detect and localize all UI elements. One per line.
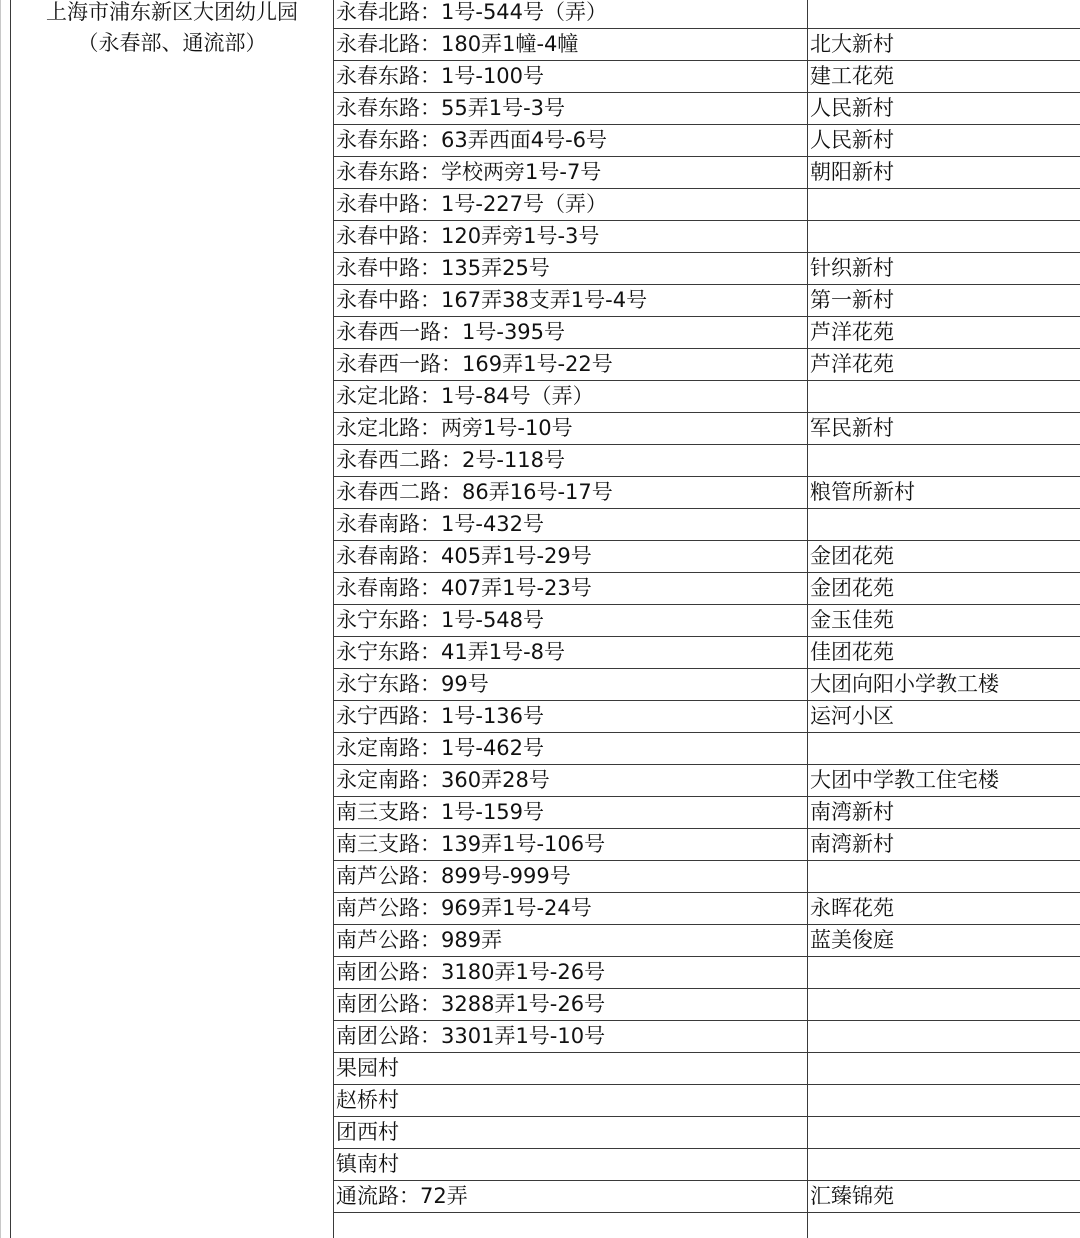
address-cell[interactable]: 永春南路：405弄1号-29号 (334, 541, 808, 573)
community-cell[interactable]: 北大新村 (808, 29, 1080, 61)
community-cell[interactable]: 针织新村 (808, 253, 1080, 285)
community-cell[interactable] (808, 1021, 1080, 1053)
address-cell[interactable]: 南芦公路：969弄1号-24号 (334, 893, 808, 925)
community-cell[interactable] (808, 1053, 1080, 1085)
address-cell[interactable]: 镇南村 (334, 1149, 808, 1181)
community-cell[interactable] (808, 221, 1080, 253)
address-cell[interactable]: 永春西二路：86弄16号-17号 (334, 477, 808, 509)
address-cell[interactable]: 永宁东路：41弄1号-8号 (334, 637, 808, 669)
address-cell[interactable]: 永春南路：1号-432号 (334, 509, 808, 541)
community-cell[interactable] (808, 733, 1080, 765)
community-cell[interactable] (808, 957, 1080, 989)
community-cell[interactable] (808, 1085, 1080, 1117)
community-cell[interactable] (808, 861, 1080, 893)
community-cell[interactable]: 金玉佳苑 (808, 605, 1080, 637)
address-cell[interactable]: 南团公路：3180弄1号-26号 (334, 957, 808, 989)
address-cell[interactable]: 南芦公路：989弄 (334, 925, 808, 957)
school-name-cell[interactable] (11, 0, 334, 1238)
address-cell[interactable]: 果园村 (334, 1053, 808, 1085)
community-cell[interactable] (808, 989, 1080, 1021)
address-cell[interactable]: 永定北路：两旁1号-10号 (334, 413, 808, 445)
community-cell[interactable]: 建工花苑 (808, 61, 1080, 93)
community-cell[interactable]: 军民新村 (808, 413, 1080, 445)
community-cell[interactable]: 芦洋花苑 (808, 317, 1080, 349)
address-cell[interactable] (334, 1213, 808, 1238)
address-cell[interactable]: 永春中路：120弄旁1号-3号 (334, 221, 808, 253)
address-cell[interactable]: 永定南路：1号-462号 (334, 733, 808, 765)
community-cell[interactable] (808, 509, 1080, 541)
address-cell[interactable]: 永宁东路：1号-548号 (334, 605, 808, 637)
address-cell[interactable]: 永定南路：360弄28号 (334, 765, 808, 797)
address-cell[interactable]: 永春西二路：2号-118号 (334, 445, 808, 477)
sheet-left-border (0, 0, 1, 1238)
community-cell[interactable]: 佳团花苑 (808, 637, 1080, 669)
address-cell[interactable]: 南三支路：1号-159号 (334, 797, 808, 829)
address-cell[interactable]: 永春南路：407弄1号-23号 (334, 573, 808, 605)
address-cell[interactable]: 永春西一路：1号-395号 (334, 317, 808, 349)
address-cell[interactable]: 永春东路：55弄1号-3号 (334, 93, 808, 125)
community-cell[interactable]: 金团花苑 (808, 573, 1080, 605)
table-row (11, 0, 1080, 29)
address-cell[interactable]: 永春北路：1号-544号（弄） (334, 0, 808, 29)
address-cell[interactable]: 永春西一路：169弄1号-22号 (334, 349, 808, 381)
community-cell[interactable] (808, 1149, 1080, 1181)
community-cell[interactable]: 大团向阳小学教工楼 (808, 669, 1080, 701)
community-cell[interactable]: 金团花苑 (808, 541, 1080, 573)
table-body (11, 0, 1080, 1238)
address-cell[interactable]: 永春中路：1号-227号（弄） (334, 189, 808, 221)
address-cell[interactable]: 南团公路：3288弄1号-26号 (334, 989, 808, 1021)
address-cell[interactable]: 永春东路：1号-100号 (334, 61, 808, 93)
address-cell[interactable]: 永春中路：167弄38支弄1号-4号 (334, 285, 808, 317)
community-cell[interactable]: 南湾新村 (808, 797, 1080, 829)
community-cell[interactable]: 蓝美俊庭 (808, 925, 1080, 957)
address-cell[interactable]: 南三支路：139弄1号-106号 (334, 829, 808, 861)
address-cell[interactable]: 永春东路：学校两旁1号-7号 (334, 157, 808, 189)
community-cell[interactable]: 朝阳新村 (808, 157, 1080, 189)
community-cell[interactable]: 运河小区 (808, 701, 1080, 733)
community-cell[interactable]: 第一新村 (808, 285, 1080, 317)
address-cell[interactable]: 永春中路：135弄25号 (334, 253, 808, 285)
community-cell[interactable] (808, 381, 1080, 413)
address-cell[interactable]: 永定北路：1号-84号（弄） (334, 381, 808, 413)
address-cell[interactable]: 永春东路：63弄西面4号-6号 (334, 125, 808, 157)
address-cell[interactable]: 南团公路：3301弄1号-10号 (334, 1021, 808, 1053)
community-cell[interactable] (808, 445, 1080, 477)
address-cell[interactable]: 永宁西路：1号-136号 (334, 701, 808, 733)
address-cell[interactable]: 南芦公路：899号-999号 (334, 861, 808, 893)
community-cell[interactable] (808, 0, 1080, 29)
community-cell[interactable]: 人民新村 (808, 125, 1080, 157)
community-cell[interactable] (808, 1213, 1080, 1238)
community-cell[interactable]: 粮管所新村 (808, 477, 1080, 509)
community-cell[interactable] (808, 189, 1080, 221)
address-cell[interactable]: 永宁东路：99号 (334, 669, 808, 701)
community-cell[interactable]: 永晖花苑 (808, 893, 1080, 925)
address-cell[interactable]: 通流路：72弄 (334, 1181, 808, 1213)
community-cell[interactable]: 人民新村 (808, 93, 1080, 125)
community-cell[interactable]: 芦洋花苑 (808, 349, 1080, 381)
school-campus: （永春部、通流部） (77, 31, 267, 55)
community-cell[interactable]: 汇臻锦苑 (808, 1181, 1080, 1213)
community-cell[interactable] (808, 1117, 1080, 1149)
community-cell[interactable]: 南湾新村 (808, 829, 1080, 861)
community-cell[interactable]: 大团中学教工住宅楼 (808, 765, 1080, 797)
school-name: 上海市浦东新区大团幼儿园 (46, 0, 298, 24)
enrollment-district-table (10, 0, 1080, 1238)
address-cell[interactable]: 团西村 (334, 1117, 808, 1149)
address-cell[interactable]: 永春北路：180弄1幢-4幢 (334, 29, 808, 61)
address-cell[interactable]: 赵桥村 (334, 1085, 808, 1117)
